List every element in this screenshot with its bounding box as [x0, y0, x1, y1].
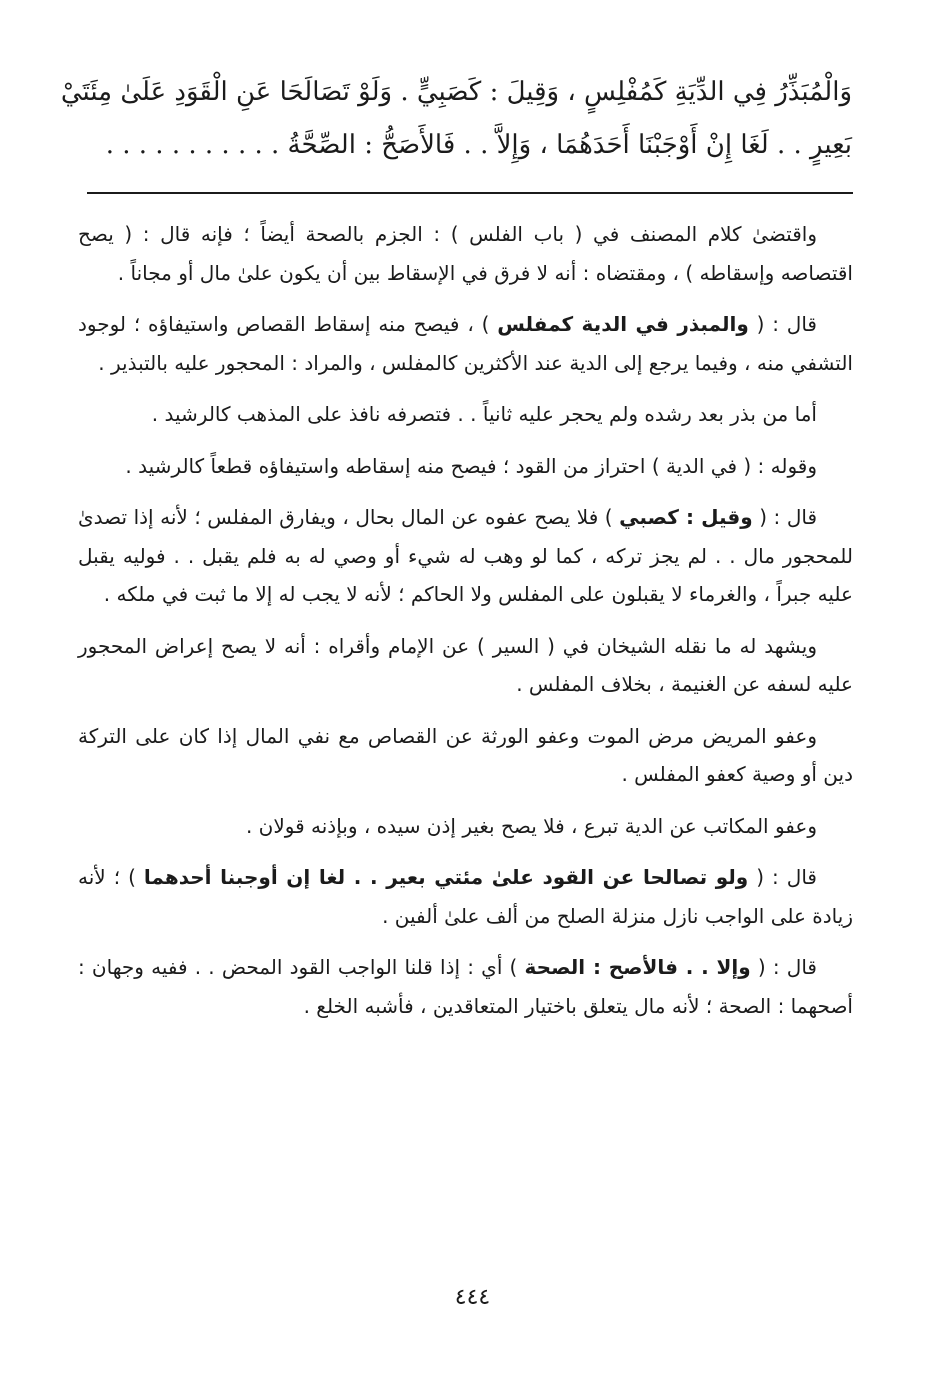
- commentary-paragraph-10: [78, 948, 853, 1025]
- commentary-paragraph-5: [78, 498, 853, 614]
- matn-line-1: وَالْمُبَذِّرُ فِي الدِّيَةِ كَمُفْلِسٍ ، وَقِيلَ : كَصَبِيٍّ . وَلَوْ تَصَالَحَا عَنِ الْقَوَدِ عَلَىٰ مِئَتَيْ: [60, 77, 852, 107]
- paragraph-text: ) ، فيصح منه إسقاط القصاص واستيفاؤه ؛ لوجود التشفي منه ، وفيما يرجع إلى الدية عند الأكثرين كالمفلس ، والمراد : المحجور عليه بالتبذير .: [78, 312, 853, 375]
- paragraph-text: ) ؛ لأنه زيادة على الواجب نازل منزلة الصلح من ألف علىٰ ألفين .: [78, 865, 853, 928]
- matn-quote: ولو تصالحا عن القود علىٰ مئتي بعير . . لغا إن أوجبنا أحدهما: [143, 865, 749, 889]
- quote-open: قال : (: [752, 505, 817, 529]
- paragraph-text: ) فلا يصح عفوه عن المال بحال ، ويفارق المفلس ؛ لأنه إذا تصدىٰ للمحجور مال . . لم يجز تركه ، كما لو وهب له شيء أو وصي له به فلم يقبل . . فوليه يقبل عليه جبراً ، والغرماء لا يقبلون على المفلس ولا الحاكم ؛ لأنه لا يجب له إلا ما ثبت في ملكه .: [78, 505, 853, 606]
- paragraph-text: ) أي : إذا قلنا الواجب القود المحض . . ففيه وجهان : أصحهما : الصحة ؛ لأنه مال يتعلق باختيار المتعاقدين ، فأشبه الخلع .: [78, 955, 853, 1018]
- commentary-paragraph-1: واقتضىٰ كلام المصنف في ( باب الفلس ) : الجزم بالصحة أيضاً ؛ فإنه قال : ( يصح اقتصاصه وإسقاطه ) ، ومقتضاه : أنه لا فرق في الإسقاط بين أن يكون علىٰ مال أو مجاناً .: [78, 222, 853, 285]
- matn-quote: والمبذر في الدية كمفلس: [497, 312, 749, 336]
- quote-open: قال : (: [750, 955, 817, 979]
- commentary-paragraph-8: وعفو المكاتب عن الدية تبرع ، فلا يصح بغير إذن سيده ، وبإذنه قولان .: [245, 813, 817, 838]
- matn-quote: وإلا . . فالأصح : الصحة: [524, 955, 751, 979]
- commentary-paragraph-4: وقوله : ( في الدية ) احتراز من القود ؛ فيصح منه إسقاطه واستيفاؤه قطعاً كالرشيد .: [125, 453, 817, 478]
- matn-quote: وقيل : كصبي: [619, 505, 753, 529]
- commentary-paragraph-3: أما من بذر بعد رشده ولم يحجر عليه ثانياً . . فتصرفه نافذ على المذهب كالرشيد .: [151, 402, 817, 426]
- footnote-divider: [87, 192, 853, 194]
- page-number: ٤٤٤: [454, 1285, 491, 1310]
- commentary-paragraph-2: [78, 305, 853, 382]
- commentary-paragraph-6: ويشهد له ما نقله الشيخان في ( السير ) عن الإمام وأقراه : أنه لا يصح إعراض المحجور عليه لسفه عن الغنيمة ، بخلاف المفلس .: [78, 633, 853, 696]
- matn-line-2: بَعِيرٍ . . لَغَا إِنْ أَوْجَبْنَا أَحَدَهُمَا ، وَإِلاَّ . . فَالأَصَحُّ : الصِّحَّةُ . . . . . . . . . . .: [105, 130, 852, 160]
- quote-open: قال : (: [748, 312, 817, 336]
- quote-open: قال : (: [748, 865, 817, 889]
- commentary-body: [78, 215, 853, 1038]
- commentary-paragraph-7: وعفو المريض مرض الموت وعفو الورثة عن القصاص مع نفي المال إذا كان على التركة دين أو وصية كعفو المفلس .: [78, 723, 853, 786]
- commentary-paragraph-9: [78, 858, 853, 935]
